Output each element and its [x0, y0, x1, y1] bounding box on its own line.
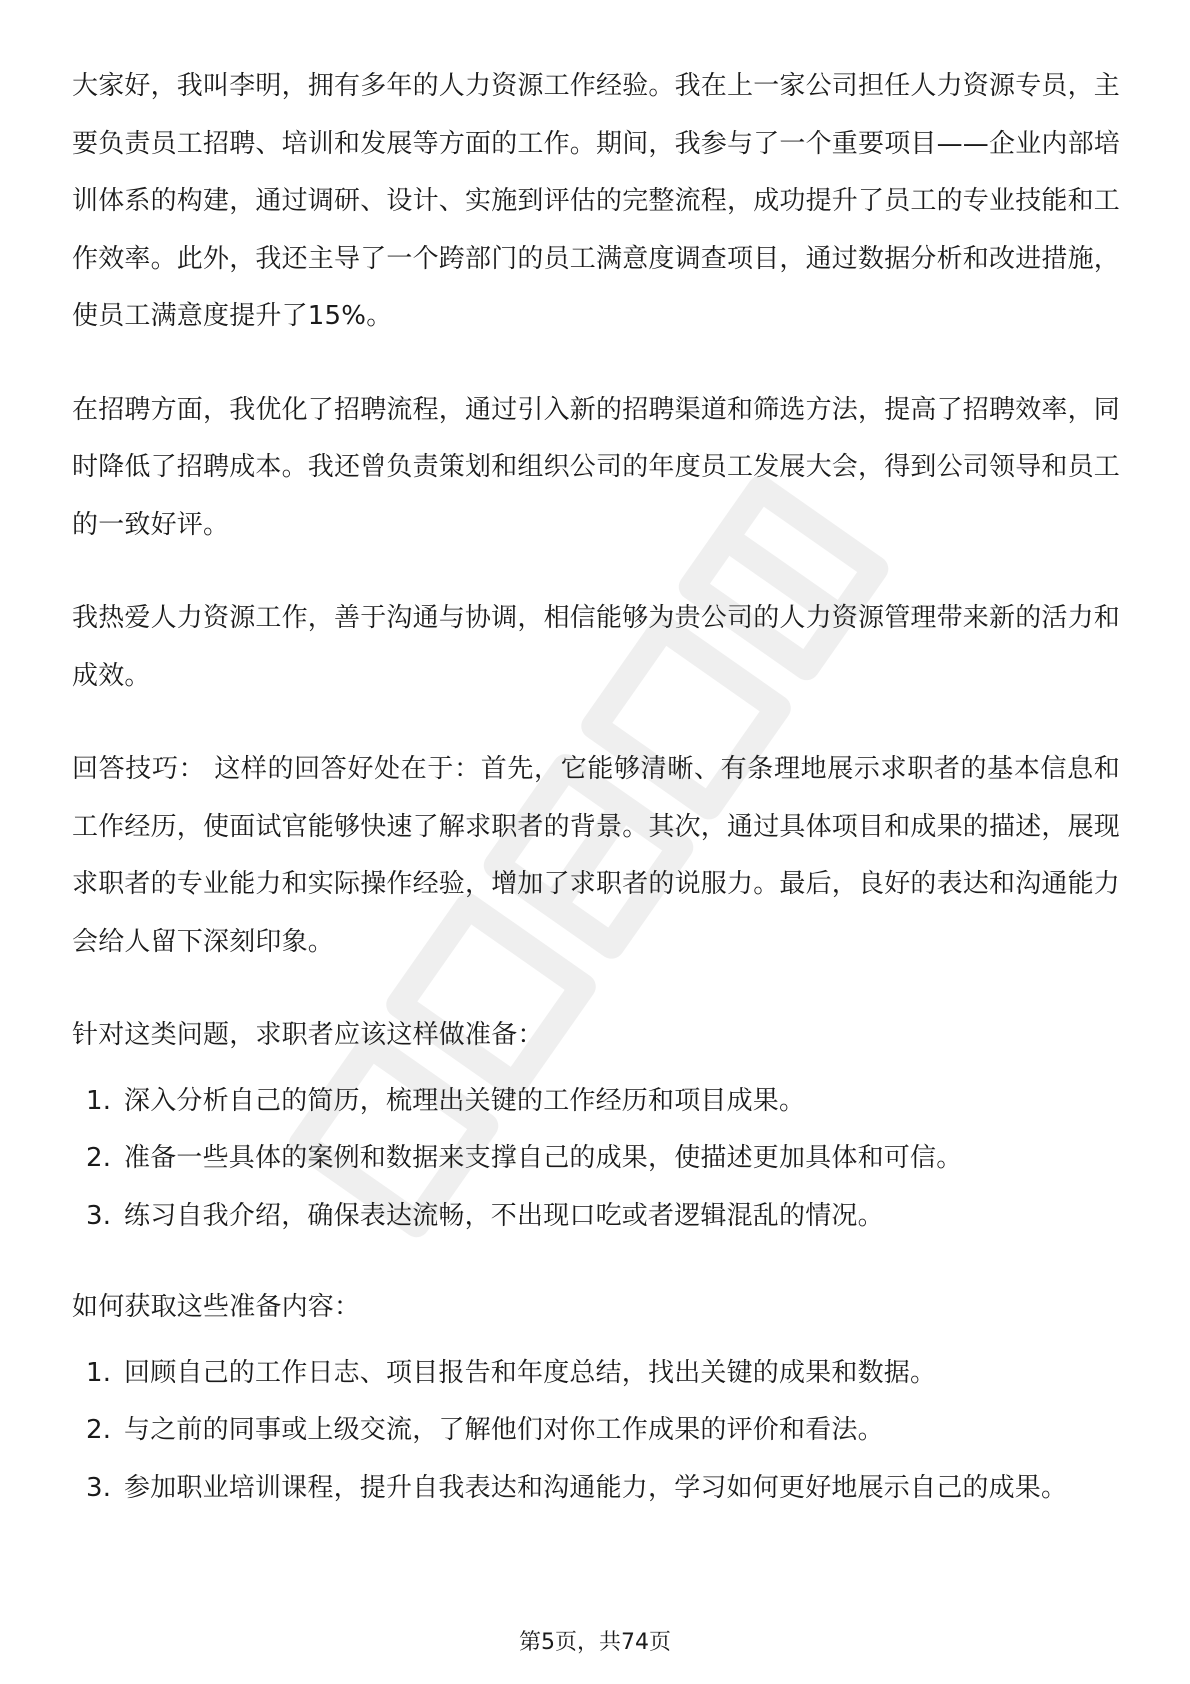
paragraph-answer-tips: 回答技巧： 这样的回答好处在于：首先，它能够清晰、有条理地展示求职者的基本信息和工作经历，使面试官能够快速了解求职者的背景。其次，通过具体项目和成果的描述，展现求职者的专业能力和实际操作经验，增加了求职者的说服力。最后，良好的表达和沟通能力会给人留下深刻印象。 — [72, 754, 1121, 957]
list-item — [72, 1460, 1120, 1518]
list-number: 1. — [86, 1085, 112, 1116]
paragraph-recruiting: 在招聘方面，我优化了招聘流程，通过引入新的招聘渠道和筛选方法，提高了招聘效率，同时降低了招聘成本。我还曾负责策划和组织公司的年度员工发展大会，得到公司领导和员工的一致好评。 — [72, 394, 1121, 540]
list-text: 深入分析自己的简历，梳理出关键的工作经历和项目成果。 — [124, 1085, 806, 1116]
page-footer: 第5页，共74页 — [519, 1630, 671, 1655]
list-text: 准备一些具体的案例和数据来支撑自己的成果，使描述更加具体和可信。 — [124, 1143, 963, 1173]
list-number: 3. — [86, 1472, 112, 1503]
list-item — [72, 1130, 1120, 1188]
acquire-heading: 如何获取这些准备内容： — [72, 1292, 361, 1322]
list-item — [72, 1402, 1120, 1460]
prep-steps-list — [72, 1073, 1120, 1246]
paragraph-intro: 大家好，我叫李明，拥有多年的人力资源工作经验。我在上一家公司担任人力资源专员，主要负责员工招聘、培训和发展等方面的工作。期间，我参与了一个重要项目——企业内部培训体系的构建，通过调研、设计、实施到评估的完整流程，成功提升了员工的专业技能和工作效率。此外，我还主导了一个跨部门的员工满意度调查项目，通过数据分析和改进措施，使员工满意度提升了15%。 — [72, 71, 1121, 331]
paragraph-passion: 我热爱人力资源工作，善于沟通与协调，相信能够为贵公司的人力资源管理带来新的活力和成效。 — [72, 603, 1121, 691]
list-text: 回顾自己的工作日志、项目报告和年度总结，找出关键的成果和数据。 — [124, 1357, 937, 1388]
list-text: 与之前的同事或上级交流，了解他们对你工作成果的评价和看法。 — [124, 1415, 884, 1445]
acquire-steps-list — [72, 1345, 1120, 1518]
prep-heading: 针对这类问题，求职者应该这样做准备： — [72, 1020, 544, 1050]
list-number: 1. — [86, 1357, 112, 1388]
list-item — [72, 1073, 1120, 1131]
list-number: 2. — [86, 1415, 112, 1445]
list-text: 参加职业培训课程，提升自我表达和沟通能力，学习如何更好地展示自己的成果。 — [124, 1472, 1068, 1503]
list-number: 2. — [86, 1143, 112, 1173]
list-item — [72, 1345, 1120, 1403]
list-item — [72, 1188, 1120, 1246]
list-text: 练习自我介绍，确保表达流畅，不出现口吃或者逻辑混乱的情况。 — [124, 1200, 884, 1231]
document-body — [72, 58, 1120, 1551]
list-number: 3. — [86, 1200, 112, 1231]
